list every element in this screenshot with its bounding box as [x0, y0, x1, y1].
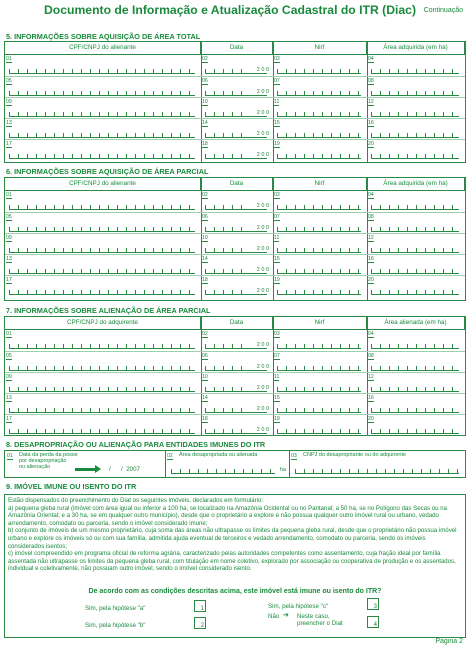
input-cell[interactable]	[273, 140, 367, 161]
field-number: 01	[6, 56, 12, 62]
input-cell[interactable]	[201, 191, 273, 212]
form-title: Documento de Informação e Atualização Cadastral do ITR (Diac)	[43, 3, 417, 17]
year-prefix: 2 0 0	[256, 342, 269, 348]
option-a-label: Sim, pela hipótese "a"	[85, 605, 146, 612]
input-cell[interactable]	[367, 140, 465, 161]
field-number: 05	[6, 78, 12, 84]
year-prefix: 2 0 0	[256, 427, 269, 433]
field-number: 15	[274, 256, 280, 262]
input-cell[interactable]	[367, 213, 465, 234]
field-number: 09	[6, 235, 12, 241]
section5-title: 5. INFORMAÇÕES SOBRE AQUISIÇÃO DE ÁREA TOTAL	[6, 32, 201, 41]
field-number: 09	[6, 99, 12, 105]
field-number: 11	[274, 374, 280, 380]
arrow-icon	[75, 468, 97, 471]
input-cell[interactable]	[273, 394, 367, 415]
table-row	[5, 97, 465, 119]
field-number: 13	[6, 120, 12, 126]
table-row	[5, 233, 465, 255]
table-row	[5, 76, 465, 98]
section7-table	[4, 316, 466, 436]
section9-title: 9. IMÓVEL IMUNE OU ISENTO DO ITR	[6, 482, 137, 491]
field-number: 18	[202, 141, 208, 147]
input-cell[interactable]	[367, 276, 465, 297]
input-cell[interactable]	[273, 98, 367, 119]
area-desapropriada-label: Área desapropriada ou alienada	[179, 452, 258, 458]
input-cell[interactable]	[273, 191, 367, 212]
page-number: Página 2	[435, 638, 463, 645]
field-number: 12	[368, 374, 374, 380]
column-header: Nirf	[273, 178, 367, 190]
input-cell[interactable]	[367, 234, 465, 255]
input-cell[interactable]	[5, 373, 201, 394]
input-cell[interactable]	[201, 394, 273, 415]
column-header: CPF/CNPJ do alienante	[5, 178, 201, 190]
column-header: CPF/CNPJ do adquirente	[5, 317, 201, 329]
field-number: 10	[202, 99, 208, 105]
field-number: 17	[6, 277, 12, 283]
year-prefix: 2 0 0	[256, 110, 269, 116]
field-number: 02	[202, 192, 208, 198]
option-b-label: Sim, pela hipótese "b"	[85, 622, 146, 629]
field-number: 13	[6, 256, 12, 262]
section6-title: 6. INFORMAÇÕES SOBRE AQUISIÇÃO DE ÁREA PARCIAL	[6, 167, 209, 176]
section9-item-a: a) pequena gleba rural (imóvel com área igual ou inferior a 100 ha, se localizado na Amazônia Ocidental ou no Pantanal; a 50 ha, se no Polígono das Secas ou na Amazônia Oriental; e a 30 ha, se em qualquer outro município), desde que o proprietário a explore e não possua qualquer outro imóvel rural ou urbano, vedado arrendamento, comodato ou parceria, sendo o imóvel considerado imune;	[8, 504, 448, 527]
field-number: 05	[6, 214, 12, 220]
input-cell[interactable]	[273, 352, 367, 373]
input-cell[interactable]	[5, 140, 201, 161]
field-number: 06	[202, 353, 208, 359]
field-number: 13	[6, 395, 12, 401]
field-number: 17	[6, 416, 12, 422]
field-number: 19	[274, 141, 280, 147]
field-number: 16	[368, 395, 374, 401]
field-number: 18	[202, 277, 208, 283]
field-number: 03	[274, 56, 280, 62]
field-number: 02	[167, 453, 173, 459]
input-cell[interactable]	[367, 330, 465, 351]
field-number: 14	[202, 256, 208, 262]
area-unit: ha	[279, 467, 286, 473]
column-header: Nirf	[273, 317, 367, 329]
option-no-checkbox[interactable]	[367, 616, 379, 628]
table-row	[5, 212, 465, 234]
input-cell[interactable]	[5, 415, 201, 436]
field-number: 10	[202, 235, 208, 241]
input-cell[interactable]	[367, 373, 465, 394]
field-number: 16	[368, 120, 374, 126]
option-c-label: Sim, pela hipótese "c"	[268, 603, 329, 610]
table-row	[5, 55, 465, 76]
field-number: 04	[368, 56, 374, 62]
input-cell[interactable]	[5, 352, 201, 373]
section7-title: 7. INFORMAÇÕES SOBRE ALIENAÇÃO DE ÁREA PARCIAL	[6, 306, 211, 315]
table-row	[5, 275, 465, 297]
input-cell[interactable]	[367, 98, 465, 119]
table-row	[5, 139, 465, 161]
section9-item-b: b) conjunto de imóveis de um mesmo proprietário, cuja soma das áreas não ultrapasse os limites da pequena gleba rural, desde que o proprietário não possua imóvel urbano e explore os imóveis só ou com sua família, admitida ajuda eventual de terceiros e vedado arrendamento, comodato ou parceria, sendo os imóveis considerados isentos;	[8, 527, 457, 550]
field-number: 19	[274, 277, 280, 283]
section8-box	[4, 450, 466, 478]
field-number: 15	[274, 395, 280, 401]
section9-box	[4, 494, 466, 638]
field-number: 03	[274, 192, 280, 198]
table-row	[5, 393, 465, 415]
input-cell[interactable]	[367, 191, 465, 212]
field-number: 08	[368, 214, 374, 220]
field-number: 14	[202, 120, 208, 126]
option-a-number: 1	[200, 606, 204, 612]
input-cell[interactable]	[5, 119, 201, 140]
option-c-checkbox[interactable]	[367, 598, 379, 610]
input-cell[interactable]	[201, 352, 273, 373]
input-cell[interactable]	[367, 255, 465, 276]
input-cell[interactable]	[5, 77, 201, 98]
table-row	[5, 254, 465, 276]
input-cell[interactable]	[201, 330, 273, 351]
year-prefix: 2 0 0	[256, 89, 269, 95]
input-cell[interactable]	[201, 213, 273, 234]
input-cell[interactable]	[273, 77, 367, 98]
area-desapropriada-field[interactable]	[165, 451, 290, 477]
year-prefix: 2 0 0	[256, 67, 269, 73]
field-number: 18	[202, 416, 208, 422]
field-number: 17	[6, 141, 12, 147]
field-number: 02	[202, 56, 208, 62]
perda-posse-field[interactable]	[5, 451, 166, 477]
input-cell[interactable]	[201, 373, 273, 394]
input-cell[interactable]	[273, 255, 367, 276]
input-cell[interactable]	[5, 98, 201, 119]
input-cell[interactable]	[5, 276, 201, 297]
option-a-checkbox[interactable]	[194, 600, 206, 612]
input-cell[interactable]	[273, 276, 367, 297]
field-number: 10	[202, 374, 208, 380]
option-no-note2: preencher o Diat	[297, 620, 343, 627]
input-cell[interactable]	[273, 330, 367, 351]
input-cell[interactable]	[367, 415, 465, 436]
option-b-checkbox[interactable]	[194, 617, 206, 629]
field-number: 20	[368, 416, 374, 422]
input-cell[interactable]	[273, 415, 367, 436]
input-cell[interactable]	[367, 55, 465, 76]
field-number: 02	[202, 331, 208, 337]
input-cell[interactable]	[5, 394, 201, 415]
input-cell[interactable]	[201, 98, 273, 119]
arrow-right-icon: ➔	[283, 612, 289, 619]
continuation-label: Continuação	[423, 7, 463, 14]
column-header: Data	[201, 317, 273, 329]
field-number: 04	[368, 192, 374, 198]
field-number: 15	[274, 120, 280, 126]
year-prefix: 2 0 0	[256, 288, 269, 294]
input-cell[interactable]	[5, 191, 201, 212]
field-number: 19	[274, 416, 280, 422]
input-cell[interactable]	[367, 77, 465, 98]
field-number: 08	[368, 78, 374, 84]
section5-table	[4, 41, 466, 163]
column-header: Data	[201, 42, 273, 54]
column-header: Data	[201, 178, 273, 190]
input-cell[interactable]	[273, 213, 367, 234]
field-number: 04	[368, 331, 374, 337]
option-no-note1: Neste caso,	[297, 613, 330, 620]
input-cell[interactable]	[367, 394, 465, 415]
option-c-number: 3	[373, 604, 377, 610]
year-prefix: 2 0 0	[256, 406, 269, 412]
field-number: 03	[291, 453, 297, 459]
column-header: Área alienada (em ha)	[367, 317, 465, 329]
input-cell[interactable]	[273, 373, 367, 394]
field-number: 01	[6, 331, 12, 337]
cnpj-desapropriante-label: CNPJ do desapropriante ou do adquirente	[303, 452, 407, 458]
column-header: CPF/CNPJ do alienante	[5, 42, 201, 54]
field-number: 07	[274, 353, 280, 359]
input-cell[interactable]	[367, 352, 465, 373]
field-number: 08	[368, 353, 374, 359]
input-cell[interactable]	[273, 119, 367, 140]
year-prefix: 2 0 0	[256, 203, 269, 209]
field-number: 09	[6, 374, 12, 380]
table-row	[5, 351, 465, 373]
input-cell[interactable]	[5, 330, 201, 351]
input-cell[interactable]	[201, 415, 273, 436]
input-cell[interactable]	[5, 234, 201, 255]
field-number: 11	[274, 235, 280, 241]
input-cell[interactable]	[201, 255, 273, 276]
section6-table	[4, 177, 466, 301]
input-cell[interactable]	[273, 55, 367, 76]
option-no-label: Não	[268, 613, 280, 620]
field-number: 06	[202, 78, 208, 84]
section9-item-c: c) imóvel compreendido em programa oficial de reforma agrária, caracterizado pelas autoridades competentes como assentamento, cuja fração ideal por família assentada não ultrapasse os limites da pequena gleba rural, com titulação em nome coletivo, explorado por associação ou cooperativa de produção e os assentados, individual e coletivamente, não possuam outro imóvel, sendo o imóvel considerado isento.	[8, 550, 456, 573]
table-row	[5, 330, 465, 351]
field-number: 20	[368, 141, 374, 147]
input-cell[interactable]	[273, 234, 367, 255]
field-number: 20	[368, 277, 374, 283]
field-number: 16	[368, 256, 374, 262]
input-cell[interactable]	[5, 55, 201, 76]
option-b-number: 2	[200, 623, 204, 629]
column-header: Área adquirida (em ha)	[367, 42, 465, 54]
perda-posse-label: Data da perda da posse por desapropriação ou alienação	[19, 452, 78, 470]
table-row	[5, 118, 465, 140]
year-prefix: 2 0 0	[256, 267, 269, 273]
input-cell[interactable]	[201, 55, 273, 76]
section9-intro: Estão dispensados do preenchimento do Diat os seguintes imóveis, declarados em formulário:	[8, 497, 264, 504]
input-cell[interactable]	[367, 119, 465, 140]
year-prefix: 2 0 0	[256, 364, 269, 370]
input-cell[interactable]	[5, 255, 201, 276]
table-row	[5, 191, 465, 212]
field-number: 12	[368, 235, 374, 241]
arrow-head-icon	[95, 465, 101, 473]
input-cell[interactable]	[201, 140, 273, 161]
year-prefix: 2 0 0	[256, 385, 269, 391]
field-number: 06	[202, 214, 208, 220]
column-header: Área adquirida (em ha)	[367, 178, 465, 190]
input-cell[interactable]	[201, 234, 273, 255]
section8-title: 8. DESAPROPRIAÇÃO OU ALIENAÇÃO PARA ENTIDADES IMUNES DO ITR	[6, 440, 266, 449]
field-number: 11	[274, 99, 280, 105]
table-row	[5, 372, 465, 394]
input-cell[interactable]	[201, 119, 273, 140]
field-number: 01	[6, 192, 12, 198]
field-number: 12	[368, 99, 374, 105]
column-header: Nirf	[273, 42, 367, 54]
field-number: 05	[6, 353, 12, 359]
cnpj-desapropriante-field[interactable]	[289, 451, 465, 477]
year-prefix: 2 0 0	[256, 131, 269, 137]
field-number: 01	[7, 453, 13, 459]
field-number: 03	[274, 331, 280, 337]
year-prefix: 2 0 0	[256, 152, 269, 158]
field-number: 07	[274, 78, 280, 84]
section9-question: De acordo com as condições descritas acima, este imóvel está imune ou isento do ITR?	[88, 588, 382, 595]
year-prefix: 2 0 0	[256, 246, 269, 252]
input-cell[interactable]	[5, 213, 201, 234]
field-number: 07	[274, 214, 280, 220]
input-cell[interactable]	[201, 77, 273, 98]
year-prefix: 2 0 0	[256, 225, 269, 231]
table-row	[5, 414, 465, 436]
perda-posse-date: / / 2007	[109, 466, 140, 473]
field-number: 14	[202, 395, 208, 401]
input-cell[interactable]	[201, 276, 273, 297]
option-no-number: 4	[373, 622, 377, 628]
